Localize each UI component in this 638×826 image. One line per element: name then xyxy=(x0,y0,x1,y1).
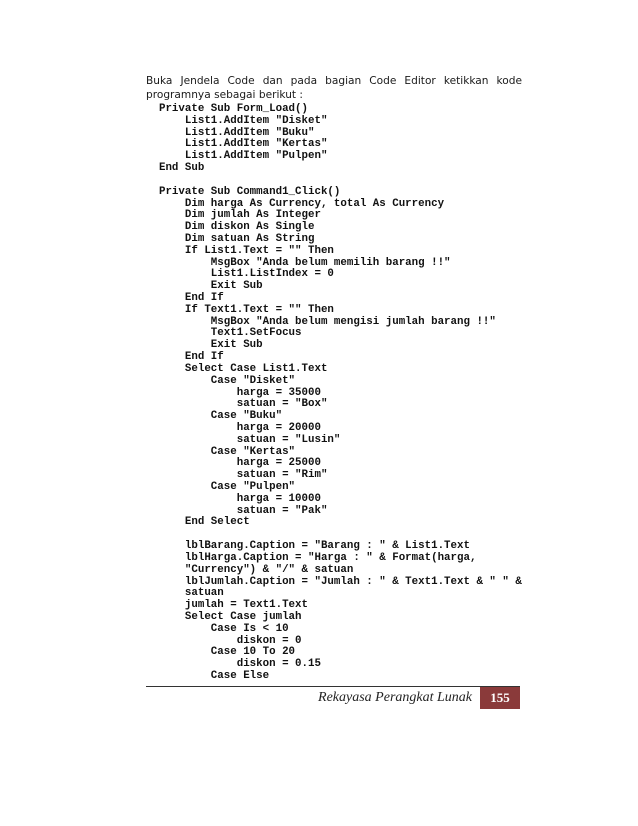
code-line: Private Sub Form_Load() xyxy=(146,103,308,115)
code-line: satuan = "Box" xyxy=(146,398,328,411)
code-line: Case "Disket" xyxy=(146,374,296,387)
code-line: List1.AddItem "Buku" xyxy=(146,126,315,139)
code-line: satuan xyxy=(146,587,224,600)
code-line: harga = 35000 xyxy=(146,386,321,399)
code-line: List1.AddItem "Disket" xyxy=(146,114,328,127)
code-line: Case "Buku" xyxy=(146,410,283,423)
code-line: Case 10 To 20 xyxy=(146,646,296,659)
code-line: If Text1.Text = "" Then xyxy=(146,303,334,316)
code-line: End If xyxy=(146,292,224,304)
code-line: Select Case jumlah xyxy=(146,610,302,623)
code-line: Exit Sub xyxy=(146,339,263,352)
code-line: End Sub xyxy=(146,162,205,175)
code-line: Case Else xyxy=(146,670,270,682)
code-line: lblBarang.Caption = "Barang : " & List1.Text xyxy=(146,540,470,553)
code-line: Case "Kertas" xyxy=(146,445,296,458)
code-line: Dim harga As Currency, total As Currency xyxy=(146,197,445,210)
code-line: harga = 10000 xyxy=(146,492,321,505)
code-line: End Select xyxy=(146,516,250,529)
code-line: harga = 25000 xyxy=(146,457,321,470)
code-line: satuan = "Rim" xyxy=(146,469,328,482)
code-line: "Currency") & "/" & satuan xyxy=(146,563,354,576)
code-line: Exit Sub xyxy=(146,280,263,293)
code-line: harga = 20000 xyxy=(146,421,321,434)
code-line xyxy=(146,175,526,187)
code-line: satuan = "Pak" xyxy=(146,504,328,517)
footer-book-title: Rekayasa Perangkat Lunak xyxy=(318,690,472,705)
code-line: Text1.SetFocus xyxy=(146,327,302,340)
code-line: Private Sub Command1_Click() xyxy=(146,185,341,198)
code-line: Dim jumlah As Integer xyxy=(146,209,321,222)
code-line: Dim satuan As String xyxy=(146,232,315,245)
footer-rule xyxy=(146,686,520,687)
code-line: Dim diskon As Single xyxy=(146,221,315,234)
page-number: 155 xyxy=(480,687,520,709)
code-line: jumlah = Text1.Text xyxy=(146,599,308,612)
code-line: MsgBox "Anda belum memilih barang !!" xyxy=(146,256,451,269)
code-line: List1.ListIndex = 0 xyxy=(146,268,334,281)
code-line: lblJumlah.Caption = "Jumlah : " & Text1.Text & " " & xyxy=(146,575,522,588)
code-line: Case Is < 10 xyxy=(146,622,289,635)
code-line: diskon = 0.15 xyxy=(146,658,321,671)
code-line: Select Case List1.Text xyxy=(146,362,328,375)
code-line: List1.AddItem "Pulpen" xyxy=(146,150,328,163)
code-line: If List1.Text = "" Then xyxy=(146,244,334,257)
code-line: satuan = "Lusin" xyxy=(146,433,341,446)
code-line: List1.AddItem "Kertas" xyxy=(146,138,328,151)
code-line: MsgBox "Anda belum mengisi jumlah barang !!" xyxy=(146,315,496,328)
code-line: End If xyxy=(146,351,224,364)
code-line: Case "Pulpen" xyxy=(146,481,296,493)
code-line: lblHarga.Caption = "Harga : " & Format(harga, xyxy=(146,551,477,564)
code-line: diskon = 0 xyxy=(146,634,302,647)
intro-paragraph: Buka Jendela Code dan pada bagian Code Editor ketikkan kode programnya sebagai berikut : xyxy=(146,75,522,101)
code-listing xyxy=(146,104,526,683)
